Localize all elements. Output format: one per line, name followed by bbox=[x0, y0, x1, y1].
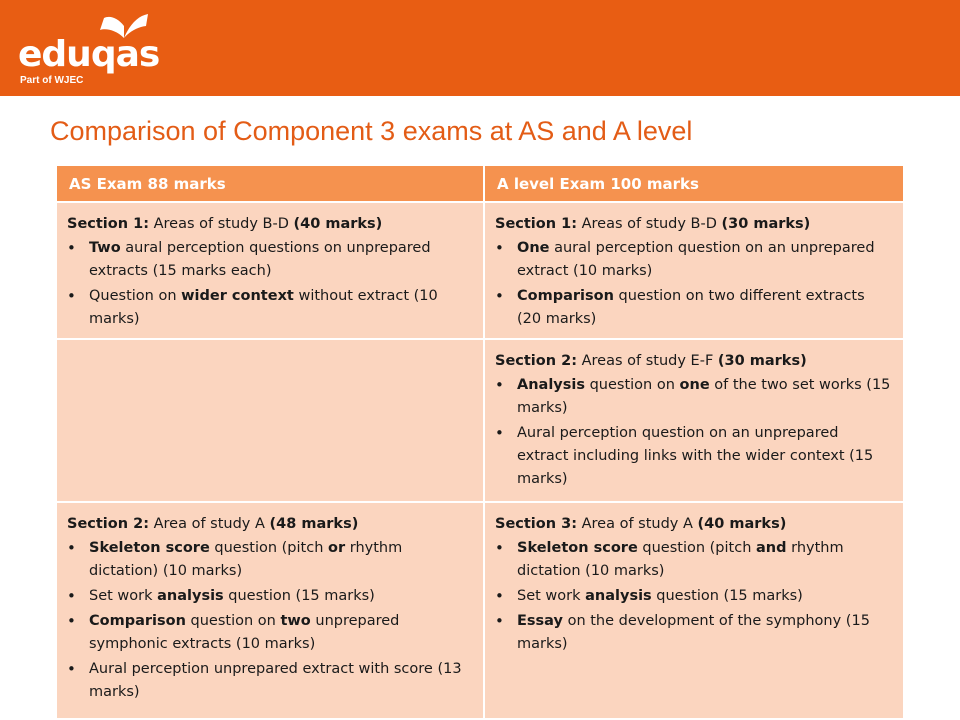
bullet-list bbox=[495, 374, 893, 491]
cell-a-level-section-2 bbox=[484, 339, 903, 502]
comparison-table bbox=[57, 166, 903, 718]
logo-subtitle: Part of WJEC bbox=[20, 75, 84, 86]
bullet-item: • Set work analysis question (15 marks) bbox=[495, 585, 893, 608]
bullet-item: • Skeleton score question (pitch or rhythm dictation) (10 marks) bbox=[67, 537, 473, 583]
header-a-level-exam: A level Exam 100 marks bbox=[484, 166, 903, 202]
bullet-list bbox=[67, 237, 473, 331]
bullet-list bbox=[67, 537, 473, 704]
bullet-item: • Essay on the development of the symphony (15 marks) bbox=[495, 610, 893, 656]
eduqas-logo bbox=[18, 12, 158, 88]
bullet-item: • Aural perception question on an unprepared extract including links with the wider context (15 marks) bbox=[495, 422, 893, 491]
bullet-item: • Aural perception unprepared extract with score (13 marks) bbox=[67, 658, 473, 704]
cell-as-empty bbox=[57, 339, 484, 502]
bullet-item: • Comparison question on two unprepared symphonic extracts (10 marks) bbox=[67, 610, 473, 656]
bullet-item: • Skeleton score question (pitch and rhythm dictation (10 marks) bbox=[495, 537, 893, 583]
logo-wordmark: eduqas bbox=[18, 34, 160, 75]
bullet-list bbox=[495, 237, 893, 331]
section-heading: Section 2: Area of study A (48 marks) bbox=[67, 516, 359, 532]
section-heading: Section 3: Area of study A (40 marks) bbox=[495, 516, 787, 532]
bullet-item: • One aural perception question on an unprepared extract (10 marks) bbox=[495, 237, 893, 283]
bullet-list bbox=[495, 537, 893, 656]
section-heading: Section 1: Areas of study B-D (40 marks) bbox=[67, 216, 383, 232]
bullet-item: • Analysis question on one of the two set works (15 marks) bbox=[495, 374, 893, 420]
cell-as-section-1 bbox=[57, 202, 484, 339]
cell-a-level-section-3 bbox=[484, 502, 903, 718]
bullet-item: • Comparison question on two different extracts (20 marks) bbox=[495, 285, 893, 331]
bullet-item: • Set work analysis question (15 marks) bbox=[67, 585, 473, 608]
header-bar bbox=[0, 0, 960, 96]
section-heading: Section 1: Areas of study B-D (30 marks) bbox=[495, 216, 811, 232]
cell-as-section-2 bbox=[57, 502, 484, 718]
bullet-item: • Two aural perception questions on unprepared extracts (15 marks each) bbox=[67, 237, 473, 283]
page-title: Comparison of Component 3 exams at AS and A level bbox=[50, 116, 693, 146]
header-as-exam: AS Exam 88 marks bbox=[57, 166, 484, 202]
cell-a-level-section-1 bbox=[484, 202, 903, 339]
section-heading: Section 2: Areas of study E-F (30 marks) bbox=[495, 353, 807, 369]
bullet-item: • Question on wider context without extract (10 marks) bbox=[67, 285, 473, 331]
